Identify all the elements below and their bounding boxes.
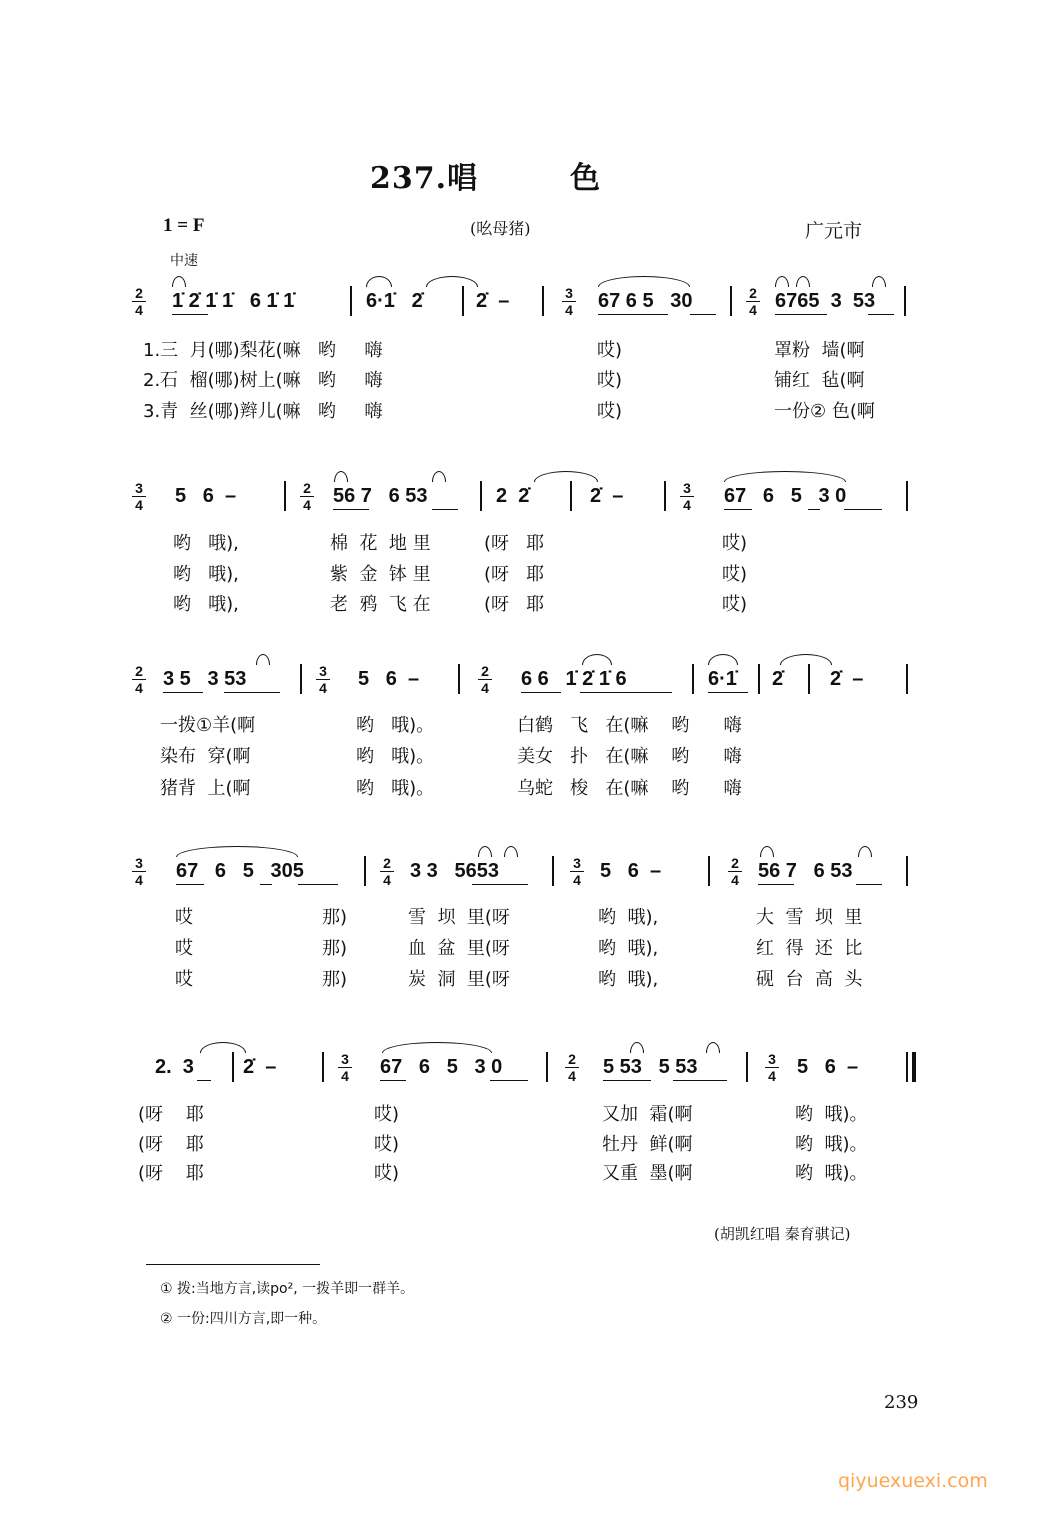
lyric-text: 乌蛇 梭 在(嘛 哟 嗨 [517,778,742,799]
time-signature: 3 4 [562,286,576,317]
notes-segment: 67 6 5 3 0 [380,1056,503,1078]
song-title-char: 色 [570,161,601,196]
notes-segment: 67 6 5 305 [176,860,304,882]
lyric-text: 哟 哦)。 [795,1134,868,1155]
time-signature: 2 4 [380,856,394,887]
lyric-row [0,965,1054,993]
notes-segment: 56 7 6 53 [333,485,428,507]
time-signature: 2 4 [478,664,492,695]
time-signature: 2 4 [132,664,146,695]
lyric-text: 哎) [722,564,748,585]
time-signature: 2 4 [746,286,760,317]
lyric-text: 棉 花 地 里 [330,533,431,554]
lyric-text: 3.青 丝(哪)辫儿(嘛 哟 嗨 [143,401,383,422]
notes-segment: 6765 3 53 [775,290,876,312]
lyric-text: 哟 哦), [173,564,239,585]
notes-segment: 2. 3 [155,1056,194,1078]
time-signature: 3 4 [338,1052,352,1083]
lyric-text: 又重 墨(啊 [602,1163,693,1184]
time-signature: 3 4 [680,481,694,512]
lyric-text: 砚 台 高 头 [756,969,863,990]
lyric-text: 染布 穿(啊 [160,746,251,767]
lyric-text: 哎) [722,594,748,615]
performer-credit: (胡凯红唱 秦育骐记) [714,1225,851,1243]
page-number: 239 [884,1392,919,1413]
lyric-row [0,366,1054,394]
footnote-1: ① 拨:当地方言,读po², 一拨羊即一群羊。 [160,1281,415,1297]
song-subtitle: (吆母猪) [470,219,531,238]
lyric-text: 又加 霜(啊 [602,1104,693,1125]
key-signature: 1 = F [163,215,205,236]
lyric-row [0,742,1054,770]
time-signature: 3 4 [132,481,146,512]
notes-segment: 2̇ – [243,1056,277,1078]
notes-segment: 5 6 – [797,1056,859,1078]
lyric-row [0,934,1054,962]
lyric-text: 炭 洞 里(呀 [408,969,510,990]
lyric-row [0,1100,1054,1128]
notes-segment: 56 7 6 53 [758,860,853,882]
notes-segment: 1̇ 2̇ 1̇ 1̇ 6 1̇ 1̇ [172,290,295,312]
lyric-row [0,903,1054,931]
lyric-text: 哟 哦)。 [356,746,435,767]
lyric-text: 一份② 色(啊 [774,401,875,422]
lyric-row [0,590,1054,618]
notes-segment: 2 2̇ [496,485,530,507]
lyric-row [0,529,1054,557]
notes-segment: 6·1̇ 2̇ [366,290,423,312]
lyric-text: 哟 哦)。 [795,1163,868,1184]
notes-segment: 2̇ [772,668,784,690]
lyric-text: (呀 耶 [484,594,545,615]
lyric-row [0,1159,1054,1187]
lyric-text: 罩粉 墙(啊 [774,340,865,361]
lyric-row [0,397,1054,425]
lyric-text: 血 盆 里(呀 [408,938,510,959]
notes-segment: 2̇ – [830,668,864,690]
footnote-divider [146,1264,320,1265]
lyric-text: 1.三 月(哪)梨花(嘛 哟 嗨 [143,340,383,361]
lyric-text: 哎) [374,1163,400,1184]
lyric-text: (呀 耶 [138,1163,204,1184]
song-title-number: 237.唱 [370,161,479,196]
lyric-text: 一拨①羊(啊 [160,715,256,736]
lyric-text: 那) [322,938,348,959]
lyric-text: 美女 扑 在(嘛 哟 嗨 [517,746,742,767]
time-signature: 2 4 [728,856,742,887]
notes-segment: 6 6 1̇ 2̇ 1̇ 6 [521,668,627,690]
lyric-text: 铺红 毡(啊 [774,370,865,391]
tempo-marking: 中速 [170,253,198,269]
lyric-text: 大 雪 坝 里 [756,907,863,928]
lyric-text: 哟 哦), [598,907,659,928]
notes-segment: 6·1̇ [708,668,737,690]
lyric-row [0,560,1054,588]
notes-segment: 5 6 – [358,668,420,690]
lyric-text: (呀 耶 [484,533,545,554]
lyric-text: 哟 哦), [173,594,239,615]
footnote-2: ② 一份:四川方言,即一种。 [160,1311,327,1327]
time-signature: 2 4 [132,286,146,317]
watermark: qiyuexuexi.com [838,1470,988,1492]
lyric-row [0,711,1054,739]
notes-segment: 3 3 5653 [410,860,499,882]
lyric-text: 那) [322,969,348,990]
time-signature: 2 4 [300,481,314,512]
lyric-text: 哎 [175,907,193,928]
lyric-text: (呀 耶 [138,1104,204,1125]
notes-segment: 2̇ – [590,485,624,507]
lyric-text: (呀 耶 [484,564,545,585]
lyric-text: 哟 哦), [598,969,659,990]
lyric-row [0,1130,1054,1158]
lyric-text: 哟 哦), [598,938,659,959]
time-signature: 3 4 [765,1052,779,1083]
lyric-text: 老 鸦 飞 在 [330,594,431,615]
lyric-text: 哟 哦)。 [795,1104,868,1125]
notes-segment: 2̇ – [476,290,510,312]
notes-segment: 3 5 3 53 [163,668,247,690]
time-signature: 3 4 [570,856,584,887]
lyric-text: 哎) [722,533,748,554]
lyric-text: 哟 哦)。 [356,715,435,736]
lyric-text: 哟 哦), [173,533,239,554]
song-origin: 广元市 [805,220,863,242]
lyric-text: 哟 哦)。 [356,778,435,799]
notes-segment: 5 53 5 53 [603,1056,698,1078]
lyric-text: 哎) [597,401,623,422]
lyric-text: 雪 坝 里(呀 [408,907,510,928]
notes-segment: 67 6 5 3 0 [724,485,847,507]
lyric-text: 红 得 还 比 [756,938,863,959]
notes-segment: 5 6 – [175,485,237,507]
lyric-text: 牡丹 鲜(啊 [602,1134,693,1155]
lyric-row [0,336,1054,364]
lyric-row [0,774,1054,802]
notes-segment: 67 6 5 30 [598,290,693,312]
lyric-text: 2.石 榴(哪)树上(嘛 哟 嗨 [143,370,383,391]
song-title [370,153,601,197]
lyric-text: 那) [322,907,348,928]
lyric-text: 哎) [374,1134,400,1155]
time-signature: 2 4 [565,1052,579,1083]
lyric-text: 哎) [597,370,623,391]
lyric-text: 哎 [175,938,193,959]
lyric-text: 猪背 上(啊 [160,778,251,799]
lyric-text: (呀 耶 [138,1134,204,1155]
notes-segment: 5 6 – [600,860,662,882]
time-signature: 3 4 [132,856,146,887]
time-signature: 3 4 [316,664,330,695]
lyric-text: 哎) [597,340,623,361]
lyric-text: 白鹤 飞 在(嘛 哟 嗨 [517,715,742,736]
lyric-text: 哎) [374,1104,400,1125]
lyric-text: 哎 [175,969,193,990]
lyric-text: 紫 金 钵 里 [330,564,431,585]
